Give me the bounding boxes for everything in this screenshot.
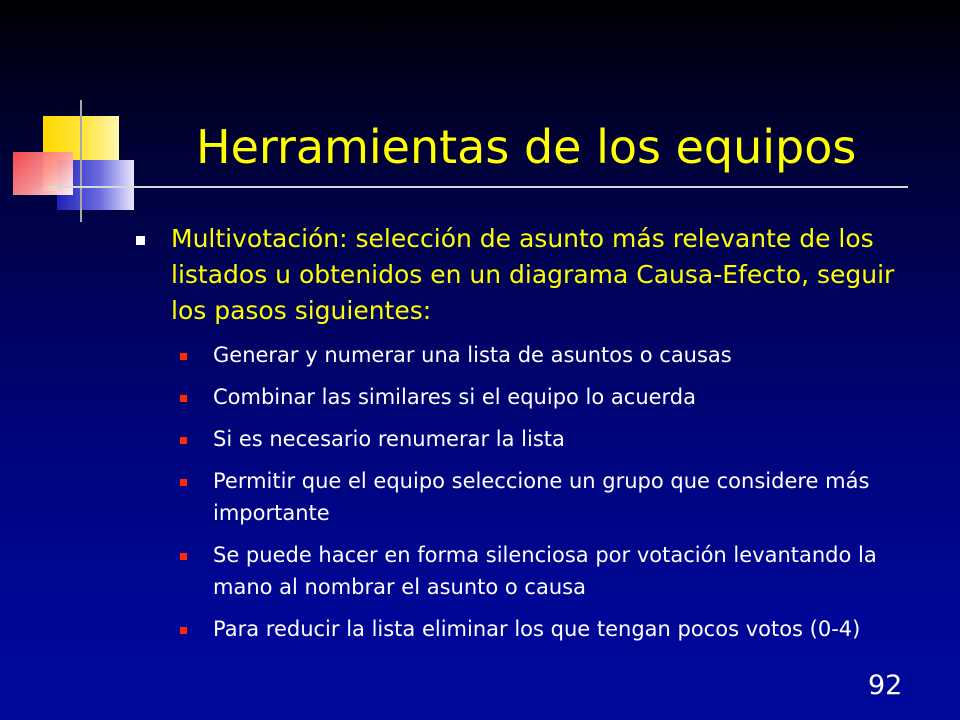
sub-bullet-text: Combinar las similares si el equipo lo acuerda bbox=[213, 385, 697, 409]
sub-bullet-item bbox=[178, 381, 926, 413]
sub-bullet-item bbox=[178, 613, 926, 645]
sub-bullet-item bbox=[178, 339, 926, 371]
square-bullet-icon bbox=[180, 353, 187, 360]
square-bullet-icon bbox=[180, 437, 187, 444]
sub-bullet-text: Si es necesario renumerar la lista bbox=[213, 427, 565, 451]
square-bullet-icon bbox=[180, 553, 187, 560]
slide-title: Herramientas de los equipos bbox=[196, 120, 857, 174]
vertical-divider-line bbox=[80, 100, 82, 222]
sub-bullet-item bbox=[178, 465, 926, 529]
main-bullet-text: Multivotación: selección de asunto más relevante de los listados u obtenidos en un diagrama Causa-Efecto, seguir los pasos siguientes: bbox=[171, 224, 895, 325]
sub-bullet-item bbox=[178, 539, 926, 603]
red-square bbox=[13, 152, 73, 195]
square-bullet-icon bbox=[180, 627, 187, 634]
square-bullet-icon bbox=[136, 236, 145, 245]
bullet-list bbox=[136, 221, 926, 655]
sub-bullet-text: Permitir que el equipo seleccione un grupo que considere más importante bbox=[213, 469, 870, 525]
sub-bullet-text: Generar y numerar una lista de asuntos o causas bbox=[213, 343, 732, 367]
main-bullet-item bbox=[136, 221, 926, 645]
square-bullet-icon bbox=[180, 395, 187, 402]
page-number: 92 bbox=[868, 670, 903, 701]
square-bullet-icon bbox=[180, 479, 187, 486]
sub-bullet-item bbox=[178, 423, 926, 455]
sub-bullet-list bbox=[171, 339, 926, 645]
sub-bullet-text: Para reducir la lista eliminar los que tengan pocos votos (0-4) bbox=[213, 617, 861, 641]
sub-bullet-text: Se puede hacer en forma silenciosa por votación levantando la mano al nombrar el asunto o causa bbox=[213, 543, 877, 599]
title-underline bbox=[48, 186, 908, 188]
